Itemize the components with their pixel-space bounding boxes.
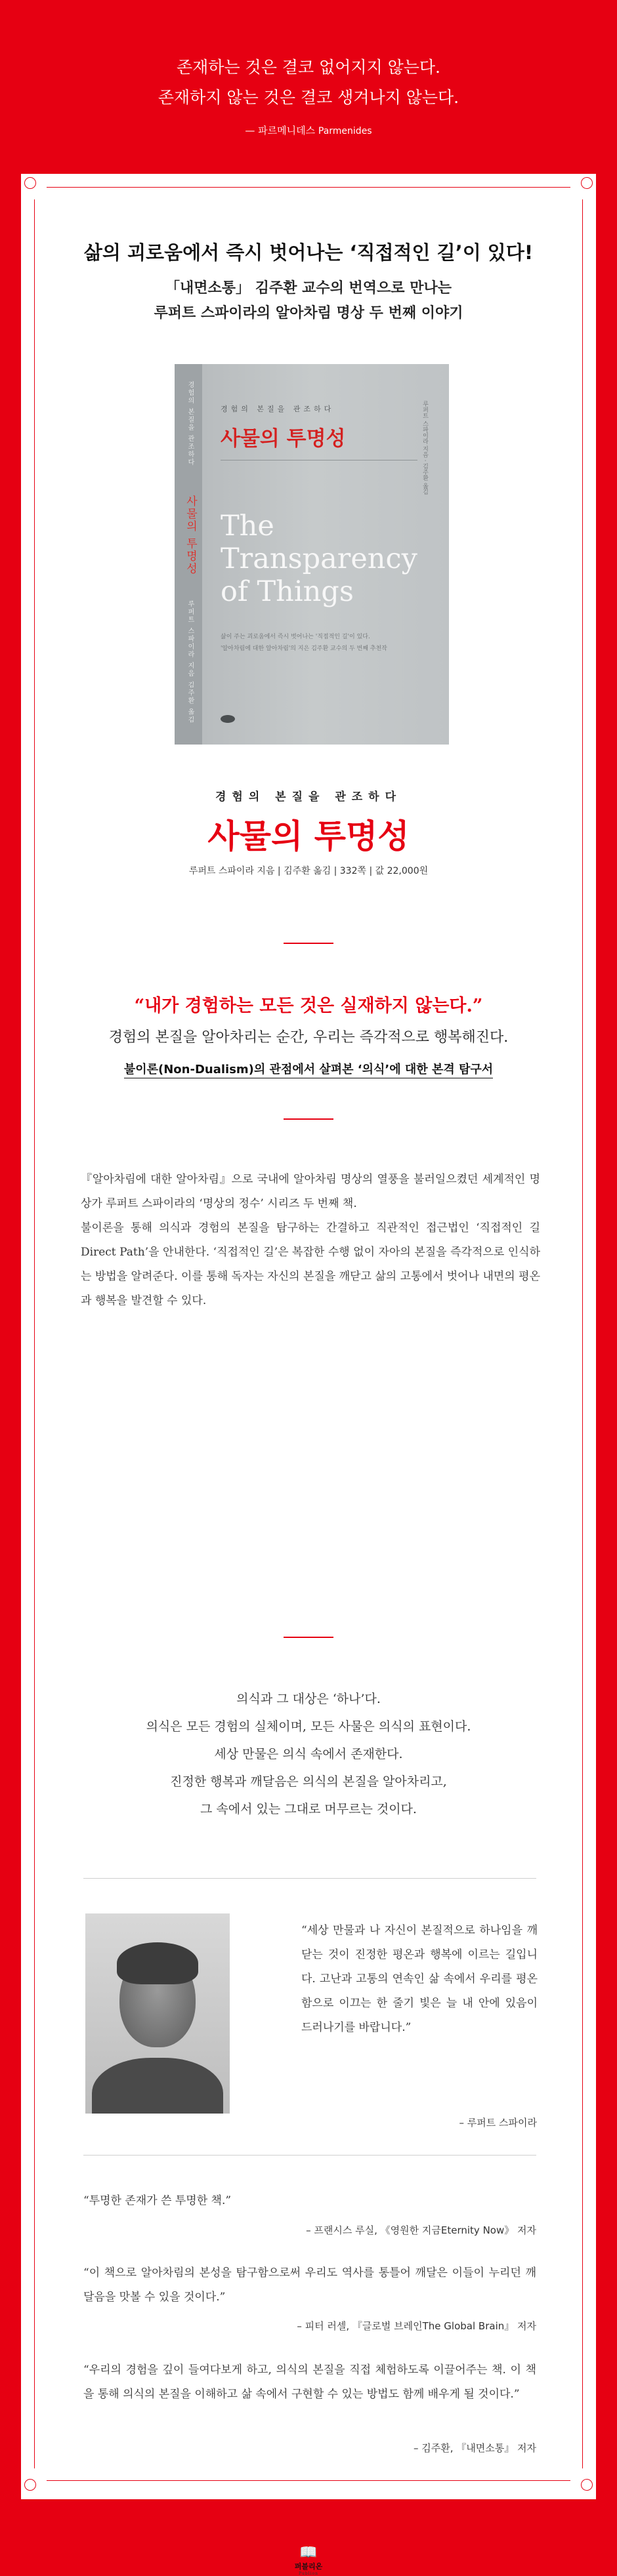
separator (83, 1878, 536, 1879)
content-panel (21, 174, 596, 2576)
quote-line-1: 존재하는 것은 결코 없어지지 않는다. (177, 58, 440, 77)
quote-attribution: — 파르메니데스 Parmenides (245, 125, 372, 136)
top-quote-band (0, 0, 617, 174)
intro-paragraph: 불이론을 통해 의식과 경험의 본질을 탐구하는 간결하고 직관적인 접근법인 ‘직접적인 길Direct Path’을 안내한다. ‘직접적인 길’은 복잡한 수행 없이 자아의 본질을 즉각적으로 인식하는 방법을 알려준다. 이를 통해 독자는 자신의 본질을 깨닫고 삶의 고통에서 벗어나 내면의 평온과 행복을 발견할 수 있다. (81, 1221, 540, 1307)
review-quote: “투명한 존재가 쓴 투명한 책.” (83, 2194, 232, 2207)
author-quote-attribution: – 루퍼트 스파이라 (459, 2117, 537, 2129)
red-divider (284, 943, 333, 944)
book-kicker: 경험의 본질을 관조하다 (215, 790, 402, 804)
author-quote: “세상 만물과 나 자신이 본질적으로 하나임을 깨닫는 것이 진정한 평온과 행복에 이르는 길입니다. 고난과 고통의 연속인 삶 속에서 우리를 평온함으로 이끄는 한 줄기 빛은 늘 내 안에 있음이 드러나기를 바랍니다.” (301, 1924, 538, 2034)
intro-text (81, 1168, 540, 1313)
frame-corner (32, 2468, 47, 2483)
subhead: 「내면소통」 김주환 교수의 번역으로 만나는 루퍼트 스파이라의 알아차림 명상 두 번째 이야기 (154, 280, 463, 321)
review-quote: “이 책으로 알아차림의 본성을 탐구함으로써 우리도 역사를 통틀어 깨달은 이들이 누리던 깨달음을 맛볼 수 있을 것이다.” (83, 2266, 536, 2304)
headline: 삶의 괴로움에서 즉시 벗어나는 ‘직접적인 길’이 있다! (83, 241, 534, 264)
review-attribution: – 김주환, 『내면소통』 저자 (414, 2442, 536, 2454)
author-photo (85, 1913, 230, 2114)
publisher-logo: 📖 퍼블리온 Publion (294, 2545, 323, 2576)
open-book-icon: 📖 (299, 2545, 318, 2561)
red-divider (284, 1118, 333, 1120)
frame-corner (570, 2468, 585, 2483)
publisher-mark (221, 715, 235, 723)
review-attribution: – 프랜시스 루실, 《영원한 지금Eternity Now》 저자 (306, 2224, 536, 2236)
book-meta: 루퍼트 스파이라 지음 | 김주환 옮김 | 332쪽 | 값 22,000원 (188, 866, 429, 876)
parmenides-quote (0, 52, 617, 113)
intro-paragraph: 『알아차림에 대한 알아차림』으로 국내에 알아차림 명상의 열풍을 불러일으켰던 세계적인 명상가 루퍼트 스파이라의 ‘명상의 정수’ 시리즈 두 번째 책. (81, 1173, 540, 1210)
review-attribution: – 피터 러셀, 『글로벌 브레인The Global Brain』 저자 (297, 2320, 536, 2332)
review-quote: “우리의 경험을 깊이 들여다보게 하고, 의식의 본질을 직접 체험하도록 이끌어주는 책. 이 책을 통해 의식의 본질을 이해하고 삶 속에서 구현할 수 있는 방법도 함께 배우게 될 것이다.” (83, 2363, 536, 2401)
red-divider (284, 1637, 333, 1638)
key-quote: “내가 경험하는 모든 것은 실재하지 않는다.” (134, 996, 483, 1016)
key-sub: 경험의 본질을 알아차리는 순간, 우리는 즉각적으로 행복해진다. (108, 1029, 509, 1046)
separator (83, 2155, 536, 2156)
frame-corner (32, 185, 47, 199)
quote-line-2: 존재하지 않는 것은 결코 생겨나지 않는다. (158, 88, 459, 107)
key-sub-underlined: 불이론(Non-Dualism)의 관점에서 살펴본 ‘의식’에 대한 본격 탐구서 (21, 1060, 596, 1077)
book-front: 경험의 본질을 관조하다 사물의 투명성 The Transparency of Things 삶이 주는 괴로움에서 즉시 벗어나는 '직접적인 길'이 있다. '알아차림에 대한 알아차림'의 지은 김주환 교수의 두 번째 추천작 루퍼트 스파이라 지음 · 김주환 옮김 (202, 364, 449, 745)
book-spine: 경험의 본질을 관조하다 사물의 투명성 루퍼트 스파이라 지음 김주환 옮김 (175, 364, 202, 745)
book-title: 사물의 투명성 (207, 817, 410, 855)
book-cover-image (175, 364, 449, 745)
frame-corner (570, 185, 585, 199)
poem: 의식과 그 대상은 ‘하나’다. 의식은 모든 경험의 실체이며, 모든 사물은 의식의 표현이다. 세상 만물은 의식 속에서 존재한다. 진정한 행복과 깨달음은 의식의 본질을 알아차리고, 그 속에서 있는 그대로 머무르는 것이다. (146, 1692, 471, 1816)
